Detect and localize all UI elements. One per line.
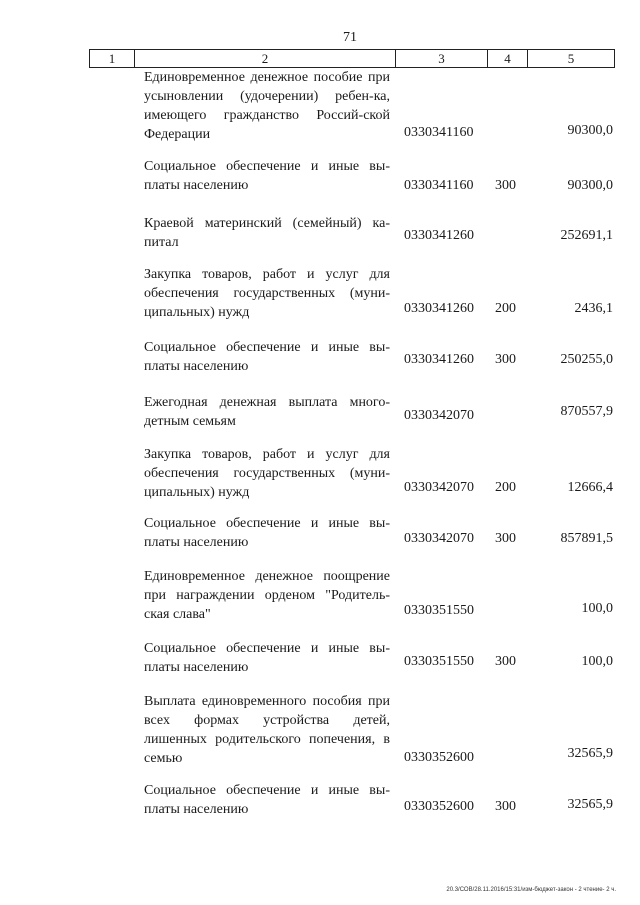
row-amount: 250255,0 — [560, 352, 613, 367]
column-header-4: 4 — [488, 50, 528, 67]
row-description: Закупка товаров, работ и услуг для обеспечения государственных (муни-ципальных) нужд — [144, 267, 390, 320]
row-code: 0330341160 — [404, 178, 474, 193]
row-code: 0330341160 — [404, 125, 474, 140]
row-type: 300 — [495, 531, 516, 546]
row-code: 0330342070 — [404, 408, 474, 423]
row-description: Социальное обеспечение и иные вы-платы населению — [144, 783, 390, 817]
row-type: 200 — [495, 480, 516, 495]
column-header-2: 2 — [135, 50, 396, 67]
row-type: 200 — [495, 301, 516, 316]
row-description: Социальное обеспечение и иные вы-платы населению — [144, 516, 390, 550]
row-code: 0330342070 — [404, 480, 474, 495]
row-type: 300 — [495, 352, 516, 367]
row-amount: 90300,0 — [567, 178, 613, 193]
row-description: Краевой материнский (семейный) ка-питал — [144, 216, 390, 250]
row-description: Ежегодная денежная выплата много-детным семьям — [144, 395, 390, 429]
row-description: Социальное обеспечение и иные вы-платы населению — [144, 641, 390, 675]
page-number: 71 — [343, 30, 357, 45]
row-code: 0330352600 — [404, 750, 474, 765]
row-amount: 12666,4 — [567, 480, 613, 495]
row-code: 0330342070 — [404, 531, 474, 546]
row-description: Социальное обеспечение и иные вы-платы населению — [144, 340, 390, 374]
column-header-3: 3 — [396, 50, 488, 67]
row-amount: 252691,1 — [560, 228, 613, 243]
row-code: 0330341260 — [404, 228, 474, 243]
row-amount: 100,0 — [581, 601, 613, 616]
row-description: Закупка товаров, работ и услуг для обеспечения государственных (муни-ципальных) нужд — [144, 447, 390, 500]
row-amount: 857891,5 — [560, 531, 613, 546]
column-header-5: 5 — [567, 51, 575, 66]
column-header-1: 1 — [90, 50, 135, 67]
row-description: Единовременное денежное поощрение при награждении орденом "Родитель-ская слава" — [144, 569, 390, 622]
row-type: 300 — [495, 799, 516, 814]
footer-stamp: 20.3/СОВ/28.11.2016/15:31/изм-бюджет-закон - 2 чтение- 2 ч. — [446, 887, 616, 893]
row-description: Выплата единовременного пособия при всех формах устройства детей, лишенных родительского попечения, в семью — [144, 694, 390, 766]
row-amount: 100,0 — [581, 654, 613, 669]
row-type: 300 — [495, 654, 516, 669]
row-amount: 2436,1 — [574, 301, 613, 316]
row-amount: 90300,0 — [567, 123, 613, 138]
row-amount: 32565,9 — [567, 746, 613, 761]
row-description: Социальное обеспечение и иные вы-платы населению — [144, 159, 390, 193]
row-code: 0330341260 — [404, 352, 474, 367]
row-type: 300 — [495, 178, 516, 193]
row-description: Единовременное денежное пособие при усыновлении (удочерении) ребен-ка, имеющего гражданство Россий-ской Федерации — [144, 70, 390, 142]
row-code: 0330352600 — [404, 799, 474, 814]
column-header-row — [89, 49, 615, 68]
row-amount: 32565,9 — [567, 797, 613, 812]
row-amount: 870557,9 — [560, 404, 613, 419]
row-code: 0330341260 — [404, 301, 474, 316]
row-code: 0330351550 — [404, 603, 474, 618]
row-code: 0330351550 — [404, 654, 474, 669]
